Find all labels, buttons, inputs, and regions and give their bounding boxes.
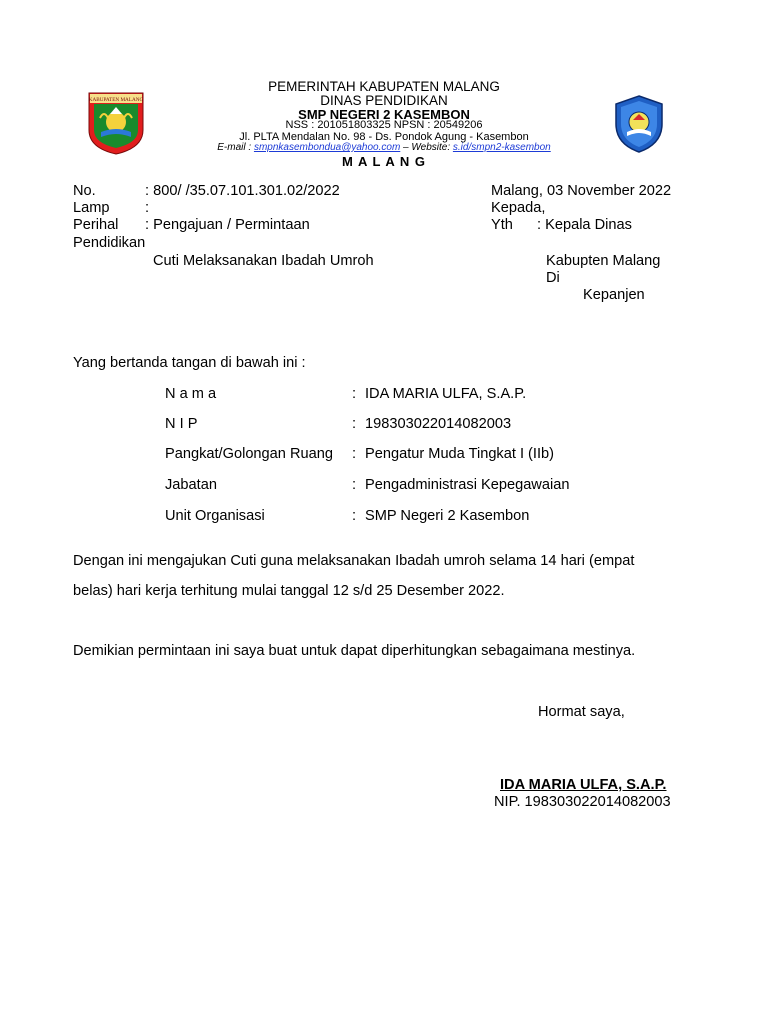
recipient-kepada: Kepada,	[491, 200, 546, 216]
subject-wrap-text: Pendidikan	[73, 235, 146, 251]
recipient-region: Kabupten Malang	[546, 253, 661, 269]
field-colon: :	[352, 386, 357, 402]
header-contact	[0, 143, 768, 153]
website-link[interactable]: s.id/smpn2-kasembon	[452, 142, 551, 153]
header-government: PEMERINTAH KABUPATEN MALANG	[268, 79, 500, 94]
intro-text: Yang bertanda tangan di bawah ini :	[73, 355, 306, 371]
subject-line-2: Cuti Melaksanakan Ibadah Umroh	[153, 253, 374, 269]
request-paragraph-line-1: Dengan ini mengajukan Cuti guna melaksanakan Ibadah umroh selama 14 hari (empat	[73, 553, 635, 569]
subject-value: : Pengajuan / Permintaan	[145, 217, 310, 233]
field-colon: :	[352, 416, 357, 432]
recipient-di: Di	[546, 270, 560, 286]
letter-number-value: : 800/ /35.07.101.301.02/2022	[145, 183, 340, 199]
recipient-title: : Kepala Dinas	[537, 217, 632, 233]
closing-paragraph: Demikian permintaan ini saya buat untuk dapat diperhitungkan sebagaimana mestinya.	[73, 643, 636, 659]
header-school-name: SMP NEGERI 2 KASEMBON	[298, 107, 470, 122]
field-label-rank: Pangkat/Golongan Ruang	[165, 446, 333, 462]
header-department: DINAS PENDIDIKAN	[320, 93, 448, 108]
field-value-position: Pengadministrasi Kepegawaian	[365, 477, 570, 493]
field-value-name: IDA MARIA ULFA, S.A.P.	[365, 386, 527, 402]
field-label-position: Jabatan	[165, 477, 217, 493]
field-value-unit: SMP Negeri 2 Kasembon	[365, 508, 530, 524]
field-label-name: N a m a	[165, 386, 217, 402]
field-value-rank: Pengatur Muda Tingkat I (IIb)	[365, 446, 555, 462]
recipient-place: Kepanjen	[583, 287, 645, 303]
attachment-label: Lamp	[73, 200, 110, 216]
field-colon: :	[352, 446, 357, 462]
subject-label: Perihal	[73, 217, 119, 233]
letter-number-label: No.	[73, 183, 96, 199]
field-label-unit: Unit Organisasi	[165, 508, 265, 524]
crest-logo-text: KABUPATEN MALANG	[88, 97, 144, 103]
field-label-nip: N I P	[165, 416, 198, 432]
attachment-value: :	[145, 200, 150, 216]
email-link[interactable]: smpnkasembondua@yahoo.com	[253, 142, 401, 153]
header-address: Jl. PLTA Mendalan No. 98 - Ds. Pondok Agung - Kasembon	[239, 131, 529, 143]
email-label: E-mail :	[217, 142, 254, 153]
signature-nip: NIP. 198303022014082003	[494, 794, 671, 810]
letter-date: Malang, 03 November 2022	[491, 183, 672, 199]
field-colon: :	[352, 508, 357, 524]
signature-name: IDA MARIA ULFA, S.A.P.	[500, 777, 667, 793]
header-city: M A L A N G	[342, 154, 426, 169]
field-colon: :	[352, 477, 357, 493]
field-value-nip: 198303022014082003	[365, 416, 512, 432]
request-paragraph-line-2: belas) hari kerja terhitung mulai tanggal 12 s/d 25 Desember 2022.	[73, 583, 505, 599]
recipient-yth: Yth	[491, 217, 513, 233]
website-label: – Website:	[400, 142, 453, 153]
header-nss-npsn: NSS : 201051803325 NPSN : 20549206	[285, 119, 483, 131]
signature-closing: Hormat saya,	[538, 704, 625, 720]
